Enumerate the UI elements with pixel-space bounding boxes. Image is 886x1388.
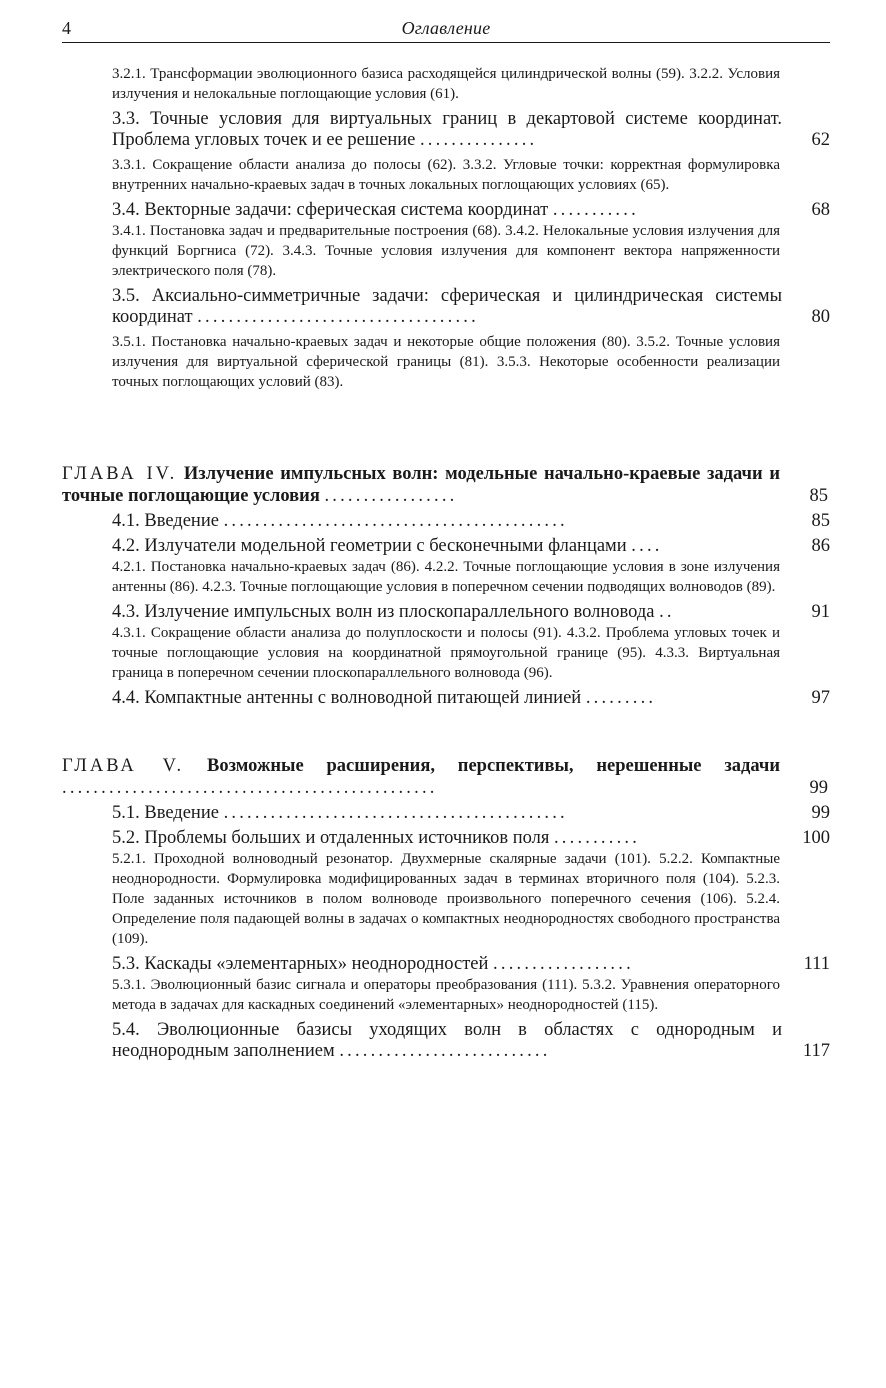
- entry-title: 3.5. Аксиально-симметричные задачи: сферическая и цилиндрическая системы координат: [112, 286, 782, 327]
- chapter-title: Излучение импульсных волн: модельные начально-краевые задачи и точные поглощающие условия: [62, 464, 780, 506]
- subsections-3-2: 3.2.1. Трансформации эволюционного базиса расходящейся цилиндрической волны (59). 3.2.2. Условия излучения и нелокальные поглощающие условия (61).: [112, 66, 780, 102]
- page-number: 4: [62, 18, 71, 38]
- leader-dots: ..: [659, 602, 675, 622]
- toc-entry-5-1[interactable]: [112, 803, 830, 824]
- subsections-5-2: 5.2.1. Проходной волноводный резонатор. Двухмерные скалярные задачи (101). 5.2.2. Компактные неоднородности. Формулировка модифицированных задач в терминах вторичного поля (104). 5.2.3. Поле заданных источников в полом волноводе произвольного поперечного сечения (106). 5.2.4. Определение поля падающей волны в задачах о компактных неоднородностях свободного пространства (109).: [112, 851, 780, 947]
- table-of-contents: [62, 64, 830, 1062]
- subsections-5-3: 5.3.1. Эволюционный базис сигнала и операторы преобразования (111). 5.3.2. Уравнения операторного метода в задачах для каскадных соединений «элементарных» неоднородностей (115).: [112, 977, 780, 1013]
- page-ref: 68: [811, 200, 830, 220]
- chapter-label: ГЛАВА V.: [62, 756, 185, 776]
- entry-title: 3.3. Точные условия для виртуальных границ в декартовой системе координат. Проблема угловых точек и ее решение: [112, 109, 782, 150]
- entry-title: 5.4. Эволюционные базисы уходящих волн в областях с однородным и неоднородным заполнением: [112, 1020, 782, 1061]
- toc-entry-4-3[interactable]: [112, 602, 830, 623]
- subsections-3-5: 3.5.1. Постановка начально-краевых задач и некоторые общие положения (80). 3.5.2. Точные условия излучения для виртуальной сферической границы (81). 3.5.3. Некоторые особенности реализации точных поглощающих условий (83).: [112, 334, 780, 390]
- chapter-title: Возможные расширения, перспективы, нерешенные задачи: [207, 756, 780, 776]
- page-ref: 85: [811, 511, 830, 531]
- page-ref: 62: [811, 130, 830, 150]
- chapter-label: ГЛАВА IV.: [62, 464, 178, 484]
- toc-entry-5-2[interactable]: [112, 828, 830, 849]
- toc-entry-4-1[interactable]: [112, 511, 830, 532]
- toc-entry-5-4[interactable]: [112, 1020, 830, 1062]
- entry-title: 4.2. Излучатели модельной геометрии с бесконечными фланцами: [112, 536, 627, 556]
- leader-dots: ....: [631, 536, 663, 556]
- entry-title: 4.1. Введение: [112, 511, 219, 531]
- leader-dots: ............................................: [223, 803, 568, 823]
- page-ref: 86: [811, 536, 830, 556]
- toc-entry-3-5[interactable]: [112, 286, 830, 328]
- toc-entry-4-4[interactable]: [112, 688, 830, 709]
- entry-title: 5.1. Введение: [112, 803, 219, 823]
- subsections-3-4: 3.4.1. Постановка задач и предварительные построения (68). 3.4.2. Нелокальные условия излучения для функций Боргниса (72). 3.4.3. Точные условия излучения для компонент вектора напряженности электрического поля (78).: [112, 223, 780, 279]
- leader-dots: ...........: [552, 200, 639, 220]
- entry-title: 5.2. Проблемы больших и отдаленных источников поля: [112, 828, 550, 848]
- subsections-4-2: 4.2.1. Постановка начально-краевых задач (86). 4.2.2. Точные поглощающие условия в зоне излучения антенны (86). 4.2.3. Точные поглощающие условия в поперечном сечении подводящих волноводов (89).: [112, 559, 780, 595]
- leader-dots: ...........: [553, 828, 641, 848]
- page-ref: 99: [809, 778, 828, 798]
- page-ref: 117: [802, 1041, 830, 1061]
- page-ref: 80: [811, 307, 830, 327]
- subsections-3-3: 3.3.1. Сокращение области анализа до полосы (62). 3.3.2. Угловые точки: корректная формулировка внутренних начально-краевых задач в точных локальных поглощающих условиях (65).: [112, 157, 780, 193]
- leader-dots: ................................................: [62, 778, 438, 798]
- entry-title: 5.3. Каскады «элементарных» неоднородностей: [112, 954, 489, 974]
- entry-title: 4.4. Компактные антенны с волноводной питающей линией: [112, 688, 582, 708]
- toc-entry-4-2[interactable]: [112, 536, 830, 557]
- leader-dots: ....................................: [197, 307, 479, 327]
- leader-dots: ...............: [419, 130, 538, 150]
- running-title: Оглавление: [401, 18, 491, 38]
- leader-dots: ..................: [493, 954, 634, 974]
- toc-entry-5-3[interactable]: [112, 954, 830, 975]
- leader-dots: .........: [585, 688, 657, 708]
- subsections-4-3: 4.3.1. Сокращение области анализа до полуплоскости и полосы (91). 4.3.2. Проблема угловых точек и точные поглощающие условия на координатной прямоугольной границе (95). 4.3.3. Виртуальная граница в поперечном сечении плоскопараллельного волновода (96).: [112, 625, 780, 681]
- toc-entry-3-3[interactable]: [112, 109, 830, 151]
- entry-title: 3.4. Векторные задачи: сферическая система координат: [112, 200, 549, 220]
- page-ref: 91: [811, 602, 830, 622]
- chapter-5-heading[interactable]: [62, 755, 828, 799]
- entry-title: 4.3. Излучение импульсных волн из плоскопараллельного волновода: [112, 602, 655, 622]
- leader-dots: ...........................: [339, 1041, 551, 1061]
- chapter-4-heading[interactable]: [62, 463, 828, 507]
- leader-dots: .................: [324, 486, 458, 506]
- page-ref: 97: [811, 688, 830, 708]
- page-ref: 85: [809, 486, 828, 506]
- page-ref: 111: [803, 954, 830, 974]
- leader-dots: ............................................: [223, 511, 568, 531]
- page-header: [62, 18, 830, 43]
- page-ref: 99: [811, 803, 830, 823]
- toc-entry-3-4[interactable]: [112, 200, 830, 221]
- page-ref: 100: [802, 828, 830, 848]
